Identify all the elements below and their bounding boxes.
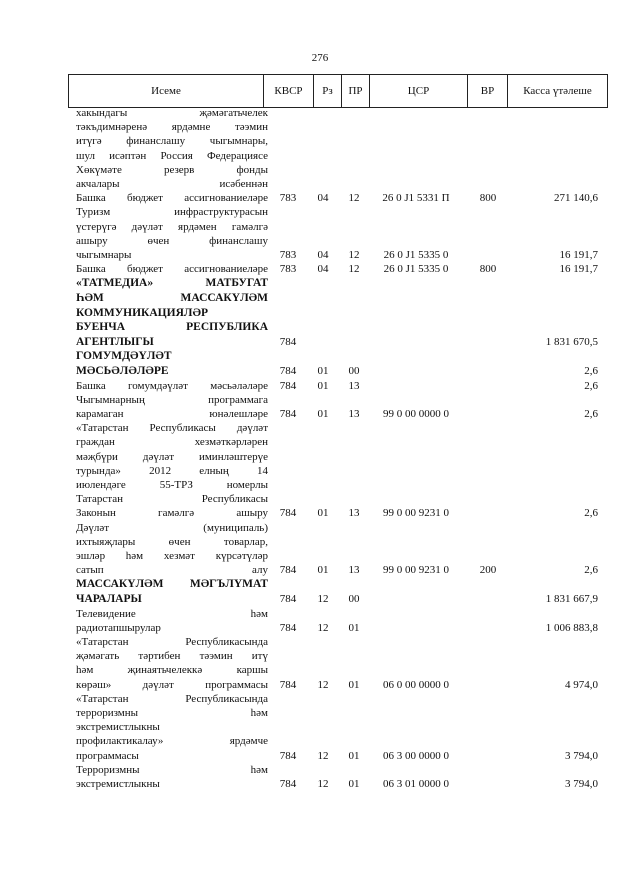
cell-kassa: 2,6 xyxy=(584,379,598,392)
row-name-line: эшләр һәм хезмәт күрсәтүләр xyxy=(76,550,268,563)
row-name-line: «Татарстан Республикасы дәүләт xyxy=(76,422,268,435)
row-name xyxy=(68,205,268,262)
cell-kvsr: 784 xyxy=(279,507,297,520)
table-row xyxy=(68,393,608,421)
row-name-line: чыгымнары xyxy=(76,249,132,262)
cell-csr: 06 0 00 0000 0 xyxy=(383,678,449,691)
row-name-line: хакындагы җәмәгатьчелек xyxy=(76,107,268,119)
row-name-line: турында» 2012 елның 14 xyxy=(76,464,268,477)
cell-kvsr: 784 xyxy=(279,678,297,691)
row-name xyxy=(68,607,268,635)
cell-kvsr: 783 xyxy=(279,263,297,276)
table-row xyxy=(68,521,608,578)
row-name-line: ихтыяҗлары өчен товарлар, xyxy=(76,535,268,548)
cell-kvsr: 783 xyxy=(279,192,297,205)
cell-kvsr: 784 xyxy=(279,365,297,378)
row-name-line: Туризм инфраструктурасын xyxy=(76,206,268,219)
cell-kassa: 3 794,0 xyxy=(565,778,598,791)
row-name-line: Дәүләт (муниципаль) xyxy=(76,521,268,534)
row-name xyxy=(68,421,268,520)
cell-vr: 800 xyxy=(479,192,497,205)
cell-rz: 01 xyxy=(317,379,329,392)
cell-kassa: 1 831 667,9 xyxy=(545,593,598,606)
row-name xyxy=(68,106,268,191)
row-name-line: терроризмны һәм xyxy=(76,707,268,720)
cell-rz: 12 xyxy=(317,778,329,791)
row-name-line: ГОМУМДӘҮЛӘТ xyxy=(76,350,172,363)
cell-kassa: 16 191,7 xyxy=(559,263,598,276)
row-name-line: шул исәптән Россия Федерациясе xyxy=(76,149,268,162)
row-name-line: экстремистлыкны xyxy=(76,721,160,734)
row-name-line: акчалары исәбеннән xyxy=(76,178,268,191)
row-name-line: профилактикалау» ярдәмче xyxy=(76,735,268,748)
row-name-line: итүгә финанслашу чыгымнары, xyxy=(76,135,268,148)
cell-rz: 12 xyxy=(317,678,329,691)
row-name-line: Татарстан Республикасы xyxy=(76,493,268,506)
cell-csr: 99 0 00 0000 0 xyxy=(383,408,449,420)
row-name-line: Телевидение һәм xyxy=(76,607,268,620)
table-row xyxy=(68,106,608,191)
cell-rz: 04 xyxy=(317,263,329,276)
row-name-line: «Татарстан Республикасында xyxy=(76,636,268,649)
table-header xyxy=(68,74,608,108)
row-name-line: МӘСЬӘЛӘЛӘРЕ xyxy=(76,365,169,377)
row-name-line: МАССАКҮЛӘМ МӘГЪЛҮМАТ xyxy=(76,578,268,591)
table-row xyxy=(68,692,608,763)
cell-kvsr: 784 xyxy=(279,336,297,349)
row-name xyxy=(68,191,268,205)
row-name-line: ҺӘМ МАССАКҮЛӘМ xyxy=(76,292,268,305)
row-name-line: «Татарстан Республикасында xyxy=(76,692,268,705)
header-kassa: Касса үтәлеше xyxy=(507,75,608,107)
cell-kassa: 2,6 xyxy=(584,507,598,520)
row-name-line: граждан хезмәткәрләрен xyxy=(76,436,268,449)
row-name xyxy=(68,763,268,791)
row-name-line: тәкъдимнәренә ярдәмне тәэмин xyxy=(76,121,268,134)
row-name-line: көрәш» дәүләт программасы xyxy=(76,678,268,691)
row-name xyxy=(68,379,268,393)
cell-rz: 01 xyxy=(317,365,329,378)
cell-vr: 800 xyxy=(479,263,497,276)
row-name-line: сатып алу xyxy=(76,564,268,577)
cell-pr: 01 xyxy=(348,749,360,762)
cell-kassa: 271 140,6 xyxy=(554,192,598,205)
table-row xyxy=(68,205,608,262)
row-name xyxy=(68,577,268,606)
cell-rz: 12 xyxy=(317,593,329,606)
row-name xyxy=(68,262,268,276)
cell-pr: 13 xyxy=(348,507,360,520)
row-name xyxy=(68,393,268,421)
header-pr: ПР xyxy=(341,75,369,107)
table-row xyxy=(68,607,608,635)
cell-csr: 06 3 01 0000 0 xyxy=(383,778,449,791)
cell-kvsr: 784 xyxy=(279,564,297,577)
cell-kassa: 3 794,0 xyxy=(565,749,598,762)
table-body xyxy=(68,106,608,791)
table-row xyxy=(68,276,608,349)
row-name-line: үстерүгә дәүләт ярдәмен гамәлгә xyxy=(76,220,268,233)
cell-rz: 04 xyxy=(317,249,329,262)
row-name-line: Законын гамәлгә ашыру xyxy=(76,507,268,520)
table-row xyxy=(68,635,608,692)
cell-rz: 01 xyxy=(317,564,329,577)
cell-vr: 200 xyxy=(479,564,497,577)
cell-rz: 01 xyxy=(317,507,329,520)
cell-kvsr: 784 xyxy=(279,621,297,634)
row-name-line: КОММУНИКАЦИЯЛӘР xyxy=(76,306,208,319)
cell-rz: 12 xyxy=(317,621,329,634)
row-name xyxy=(68,692,268,763)
row-name xyxy=(68,635,268,692)
table-row xyxy=(68,577,608,606)
row-name-line: программасы xyxy=(76,749,139,762)
row-name-line: ашыру өчен финанслашу xyxy=(76,234,268,247)
cell-kassa: 2,6 xyxy=(584,365,598,378)
cell-csr: 06 3 00 0000 0 xyxy=(383,749,449,762)
cell-pr: 13 xyxy=(348,379,360,392)
row-name-line: Чыгымнарның программага xyxy=(76,393,268,406)
table-row xyxy=(68,421,608,520)
cell-csr: 99 0 00 9231 0 xyxy=(383,564,449,577)
cell-pr: 01 xyxy=(348,678,360,691)
cell-kassa: 1 006 883,8 xyxy=(545,621,598,634)
row-name-line: радиотапшырулар xyxy=(76,621,161,634)
header-kvsr: КВСР xyxy=(263,75,313,107)
cell-pr: 12 xyxy=(348,249,360,262)
cell-pr: 00 xyxy=(348,365,360,378)
row-name-line: «ТАТМЕДИА» МАТБУГАТ xyxy=(76,277,268,290)
header-name: Исеме xyxy=(68,75,263,107)
row-name-line: Башка бюджет ассигнованиеләре xyxy=(76,263,268,276)
row-name xyxy=(68,521,268,578)
cell-kvsr: 783 xyxy=(279,249,297,262)
row-name-line: БУЕНЧА РЕСПУБЛИКА xyxy=(76,321,268,334)
cell-kassa: 1 831 670,5 xyxy=(545,336,598,349)
cell-kvsr: 784 xyxy=(279,408,297,420)
cell-pr: 13 xyxy=(348,408,360,420)
header-vr: ВР xyxy=(467,75,507,107)
table-row xyxy=(68,349,608,378)
row-name xyxy=(68,276,268,349)
row-name-line: һәм җинаятьчелеккә каршы xyxy=(76,664,268,677)
cell-kvsr: 784 xyxy=(279,778,297,791)
cell-csr: 26 0 J1 5331 П xyxy=(382,192,450,205)
cell-pr: 12 xyxy=(348,263,360,276)
cell-kassa: 2,6 xyxy=(584,408,598,420)
row-name-line: экстремистлыкны xyxy=(76,778,160,791)
header-rz: Рз xyxy=(313,75,341,107)
row-name-line: Башка бюджет ассигнованиеләре xyxy=(76,192,268,205)
table-row xyxy=(68,191,608,205)
row-name-line: Башка гомумдәүләт мәсьәләләре xyxy=(76,379,268,392)
cell-kassa: 4 974,0 xyxy=(565,678,598,691)
row-name-line: мәҗбүри дәүләт иминләштерүе xyxy=(76,450,268,463)
cell-kassa: 2,6 xyxy=(584,564,598,577)
cell-rz: 12 xyxy=(317,749,329,762)
row-name xyxy=(68,349,268,378)
table-row xyxy=(68,379,608,393)
cell-rz: 04 xyxy=(317,192,329,205)
cell-kvsr: 784 xyxy=(279,379,297,392)
cell-pr: 12 xyxy=(348,192,360,205)
table-row xyxy=(68,763,608,791)
cell-kvsr: 784 xyxy=(279,749,297,762)
cell-kassa: 16 191,7 xyxy=(559,249,598,262)
row-name-line: җәмәгать тәртибен тәэмин итү xyxy=(76,650,268,663)
row-name-line: ЧАРАЛАРЫ xyxy=(76,593,142,606)
row-name-line: Терроризмны һәм xyxy=(76,763,268,776)
table-row xyxy=(68,262,608,276)
row-name-line: карамаган юнәлешләре xyxy=(76,408,268,420)
cell-rz: 01 xyxy=(317,408,329,420)
cell-pr: 01 xyxy=(348,621,360,634)
cell-pr: 13 xyxy=(348,564,360,577)
cell-pr: 00 xyxy=(348,593,360,606)
header-csr: ЦСР xyxy=(369,75,467,107)
cell-csr: 26 0 J1 5335 0 xyxy=(383,263,449,276)
cell-kvsr: 784 xyxy=(279,593,297,606)
cell-pr: 01 xyxy=(348,778,360,791)
row-name-line: АГЕНТЛЫГЫ xyxy=(76,335,154,348)
page-number: 276 xyxy=(311,52,329,64)
cell-csr: 26 0 J1 5335 0 xyxy=(383,249,449,262)
row-name-line: июлендәге 55-ТРЗ номерлы xyxy=(76,479,268,492)
row-name-line: Хөкүмәте резерв фонды xyxy=(76,163,268,176)
cell-csr: 99 0 00 9231 0 xyxy=(383,507,449,520)
